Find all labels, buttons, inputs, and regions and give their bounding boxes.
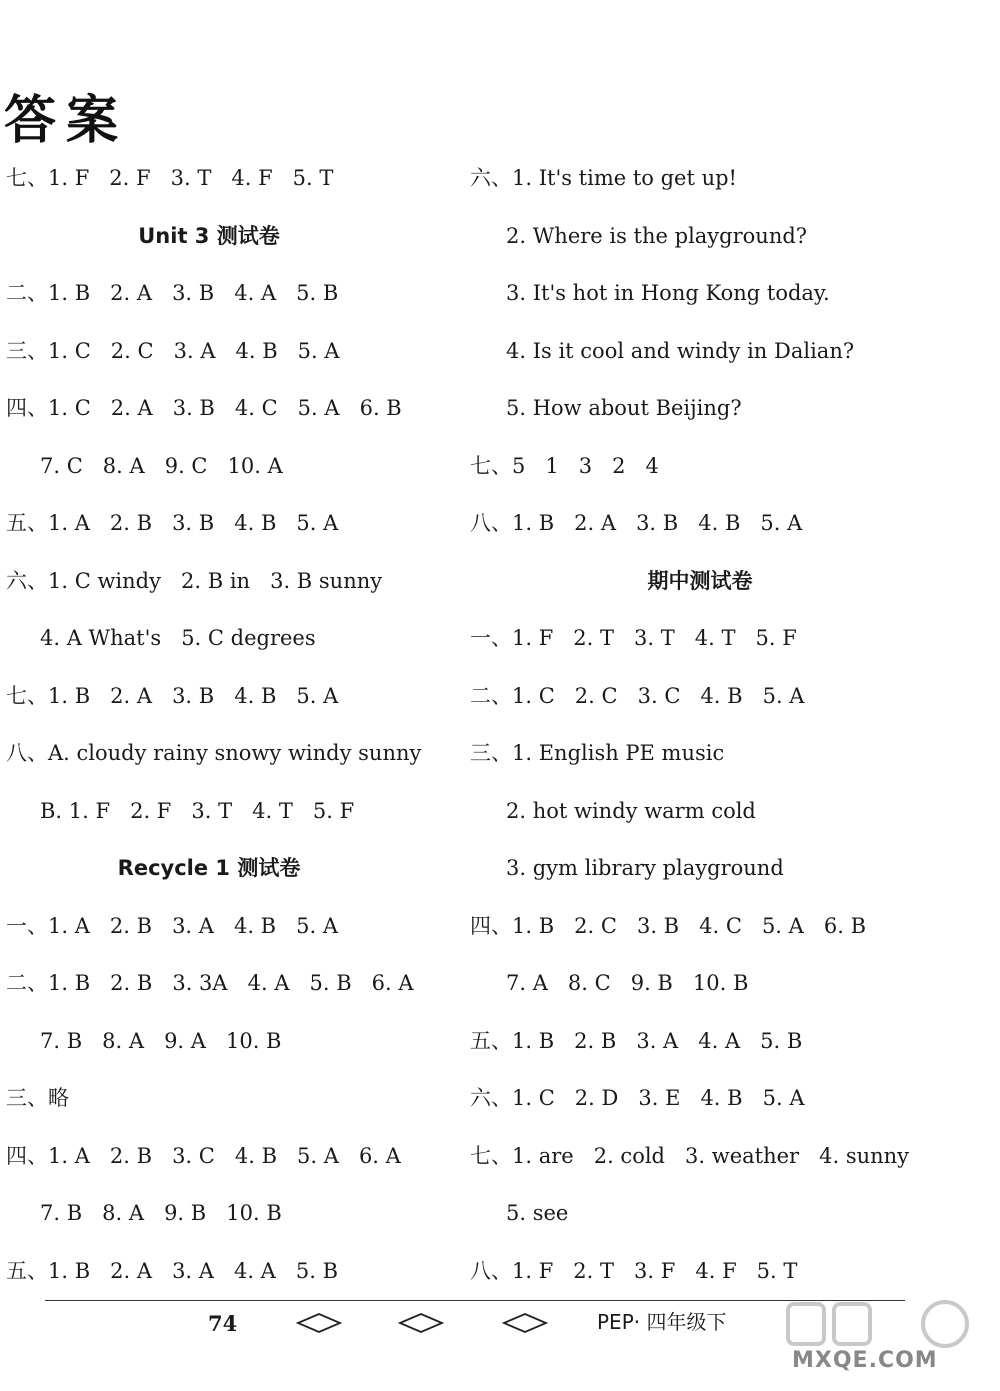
answer-line: B. 1. F 2. F 3. T 4. T 5. F (40, 798, 355, 823)
diamond-ornament-icon (296, 1313, 342, 1333)
page-title: 答案 (4, 91, 129, 151)
answer-line: 7. C 8. A 9. C 10. A (40, 453, 283, 478)
footer-divider (45, 1300, 905, 1301)
answer-line: 一、1. F 2. T 3. T 4. T 5. F (470, 626, 797, 650)
answer-line: 二、1. C 2. C 3. C 4. B 5. A (470, 683, 805, 708)
answer-line: 三、略 (6, 1086, 69, 1110)
answer-line: 7. B 8. A 9. A 10. B (40, 1028, 282, 1053)
answer-line: 5. see (506, 1201, 569, 1225)
answer-line: 八、A. cloudy rainy snowy windy sunny (6, 741, 422, 765)
answer-line: 一、1. A 2. B 3. A 4. B 5. A (6, 913, 339, 938)
answer-line: 四、1. C 2. A 3. B 4. C 5. A 6. B (6, 396, 402, 420)
section-heading: Unit 3 测试卷 (138, 223, 280, 248)
answer-line: 5. How about Beijing? (506, 396, 742, 420)
watermark-logo-icon (780, 1300, 990, 1388)
answer-line: 六、1. It's time to get up! (470, 166, 737, 190)
answer-column-left (6, 156, 446, 1306)
answer-line: 4. Is it cool and windy in Dalian? (506, 338, 855, 363)
answer-line: 7. B 8. A 9. B 10. B (40, 1201, 282, 1225)
answer-line: 4. A What's 5. C degrees (40, 626, 316, 650)
answer-line: 三、1. English PE music (470, 741, 725, 765)
answer-line: 五、1. B 2. A 3. A 4. A 5. B (6, 1258, 339, 1283)
watermark-text: MXQE.COM (792, 1348, 938, 1373)
answer-line: 七、1. F 2. F 3. T 4. F 5. T (6, 166, 334, 190)
answer-line: 六、1. C windy 2. B in 3. B sunny (6, 568, 383, 593)
answer-line: 七、1. B 2. A 3. B 4. B 5. A (6, 683, 339, 708)
answer-line: 2. Where is the playground? (506, 223, 808, 248)
answer-line: 八、1. B 2. A 3. B 4. B 5. A (470, 511, 803, 535)
section-heading: Recycle 1 测试卷 (117, 856, 301, 880)
book-label: PEP· 四年级下 (597, 1310, 727, 1334)
page-number: 74 (208, 1311, 238, 1336)
answer-line: 二、1. B 2. A 3. B 4. A 5. B (6, 281, 339, 305)
answer-line: 四、1. B 2. C 3. B 4. C 5. A 6. B (470, 913, 866, 938)
answer-line: 七、1. are 2. cold 3. weather 4. sunny (470, 1143, 910, 1168)
diamond-ornament-icon (398, 1313, 444, 1333)
answer-line: 3. gym library playground (506, 856, 784, 880)
answer-line: 五、1. A 2. B 3. B 4. B 5. A (6, 511, 339, 535)
diamond-ornament-icon (502, 1313, 548, 1333)
answer-line: 四、1. A 2. B 3. C 4. B 5. A 6. A (6, 1143, 401, 1168)
section-heading: 期中测试卷 (647, 568, 753, 593)
answer-line: 八、1. F 2. T 3. F 4. F 5. T (470, 1258, 798, 1283)
answer-line: 五、1. B 2. B 3. A 4. A 5. B (470, 1028, 803, 1053)
answer-line: 三、1. C 2. C 3. A 4. B 5. A (6, 338, 340, 363)
answer-column-right (470, 156, 930, 1306)
answer-line: 7. A 8. C 9. B 10. B (506, 971, 749, 995)
answer-line: 2. hot windy warm cold (506, 798, 756, 823)
answer-line: 七、5 1 3 2 4 (470, 453, 659, 478)
answer-line: 六、1. C 2. D 3. E 4. B 5. A (470, 1086, 805, 1110)
answer-line: 二、1. B 2. B 3. 3A 4. A 5. B 6. A (6, 971, 414, 995)
answer-line: 3. It's hot in Hong Kong today. (506, 281, 830, 305)
